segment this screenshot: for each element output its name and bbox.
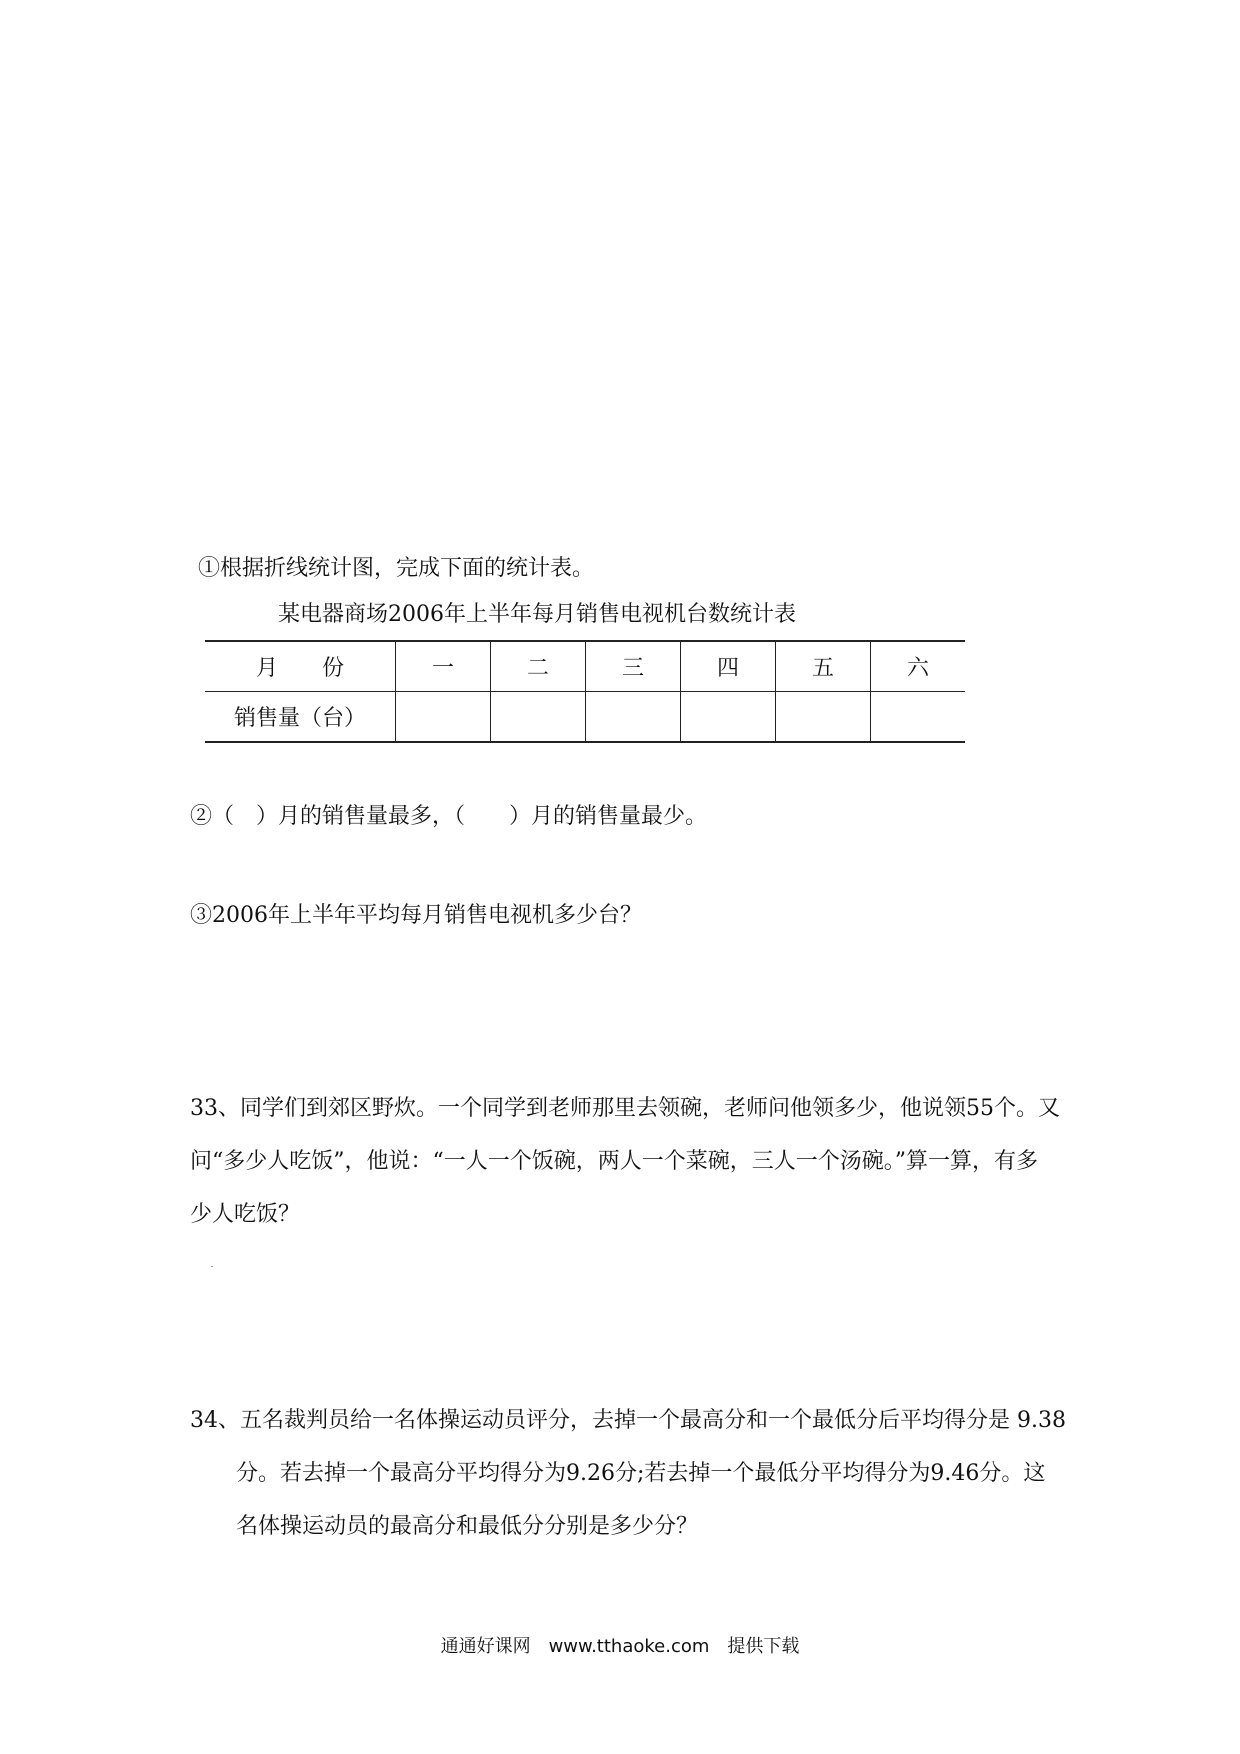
q34-line-2: 分。若去掉一个最高分平均得分为9.26分;若去掉一个最低分平均得分为9.46分。这 (236, 1461, 1046, 1486)
q33-line-3: 少人吃饭？ (190, 1202, 301, 1227)
sales-cell-2 (491, 692, 586, 743)
sales-cell-3 (586, 692, 681, 743)
month-cell-3: 三 (586, 641, 681, 692)
month-cell-6: 六 (871, 641, 966, 692)
month-cell-5: 五 (776, 641, 871, 692)
month-header-cell: 月 份 (205, 641, 396, 692)
sales-cell-6 (871, 692, 966, 743)
instruction-1: ①根据折线统计图，完成下面的统计表。 (198, 556, 595, 581)
scan-speck (211, 1266, 213, 1267)
sales-cell-1 (396, 692, 491, 743)
month-cell-1: 一 (396, 641, 491, 692)
sales-cell-4 (681, 692, 776, 743)
question-2: ②（ ）月的销售量最多，（ ）月的销售量最少。 (190, 804, 708, 829)
sales-header-cell: 销售量（台） (205, 692, 396, 743)
month-cell-2: 二 (491, 641, 586, 692)
month-cell-4: 四 (681, 641, 776, 692)
q33-line-1: 33、同学们到郊区野炊。一个同学到老师那里去领碗，老师问他领多少，他说领55个。又 (190, 1096, 1060, 1121)
table-header-row (205, 641, 965, 692)
sales-table (205, 640, 965, 743)
q34-line-3: 名体操运动员的最高分和最低分分别是多少分？ (236, 1514, 699, 1539)
footer-text: 通通好课网 www.tthaoke.com 提供下载 (440, 1636, 800, 1657)
q33-line-2: 问“多少人吃饭”，他说：“一人一个饭碗，两人一个菜碗，三人一个汤碗。”算一算，有多 (190, 1149, 1038, 1174)
table-value-row (205, 692, 965, 743)
sales-cell-5 (776, 692, 871, 743)
table-title: 某电器商场2006年上半年每月销售电视机台数统计表 (278, 602, 796, 627)
q34-line-1: 34、五名裁判员给一名体操运动员评分，去掉一个最高分和一个最低分后平均得分是 9.38 (190, 1408, 1066, 1433)
question-3: ③2006年上半年平均每月销售电视机多少台？ (190, 903, 642, 928)
